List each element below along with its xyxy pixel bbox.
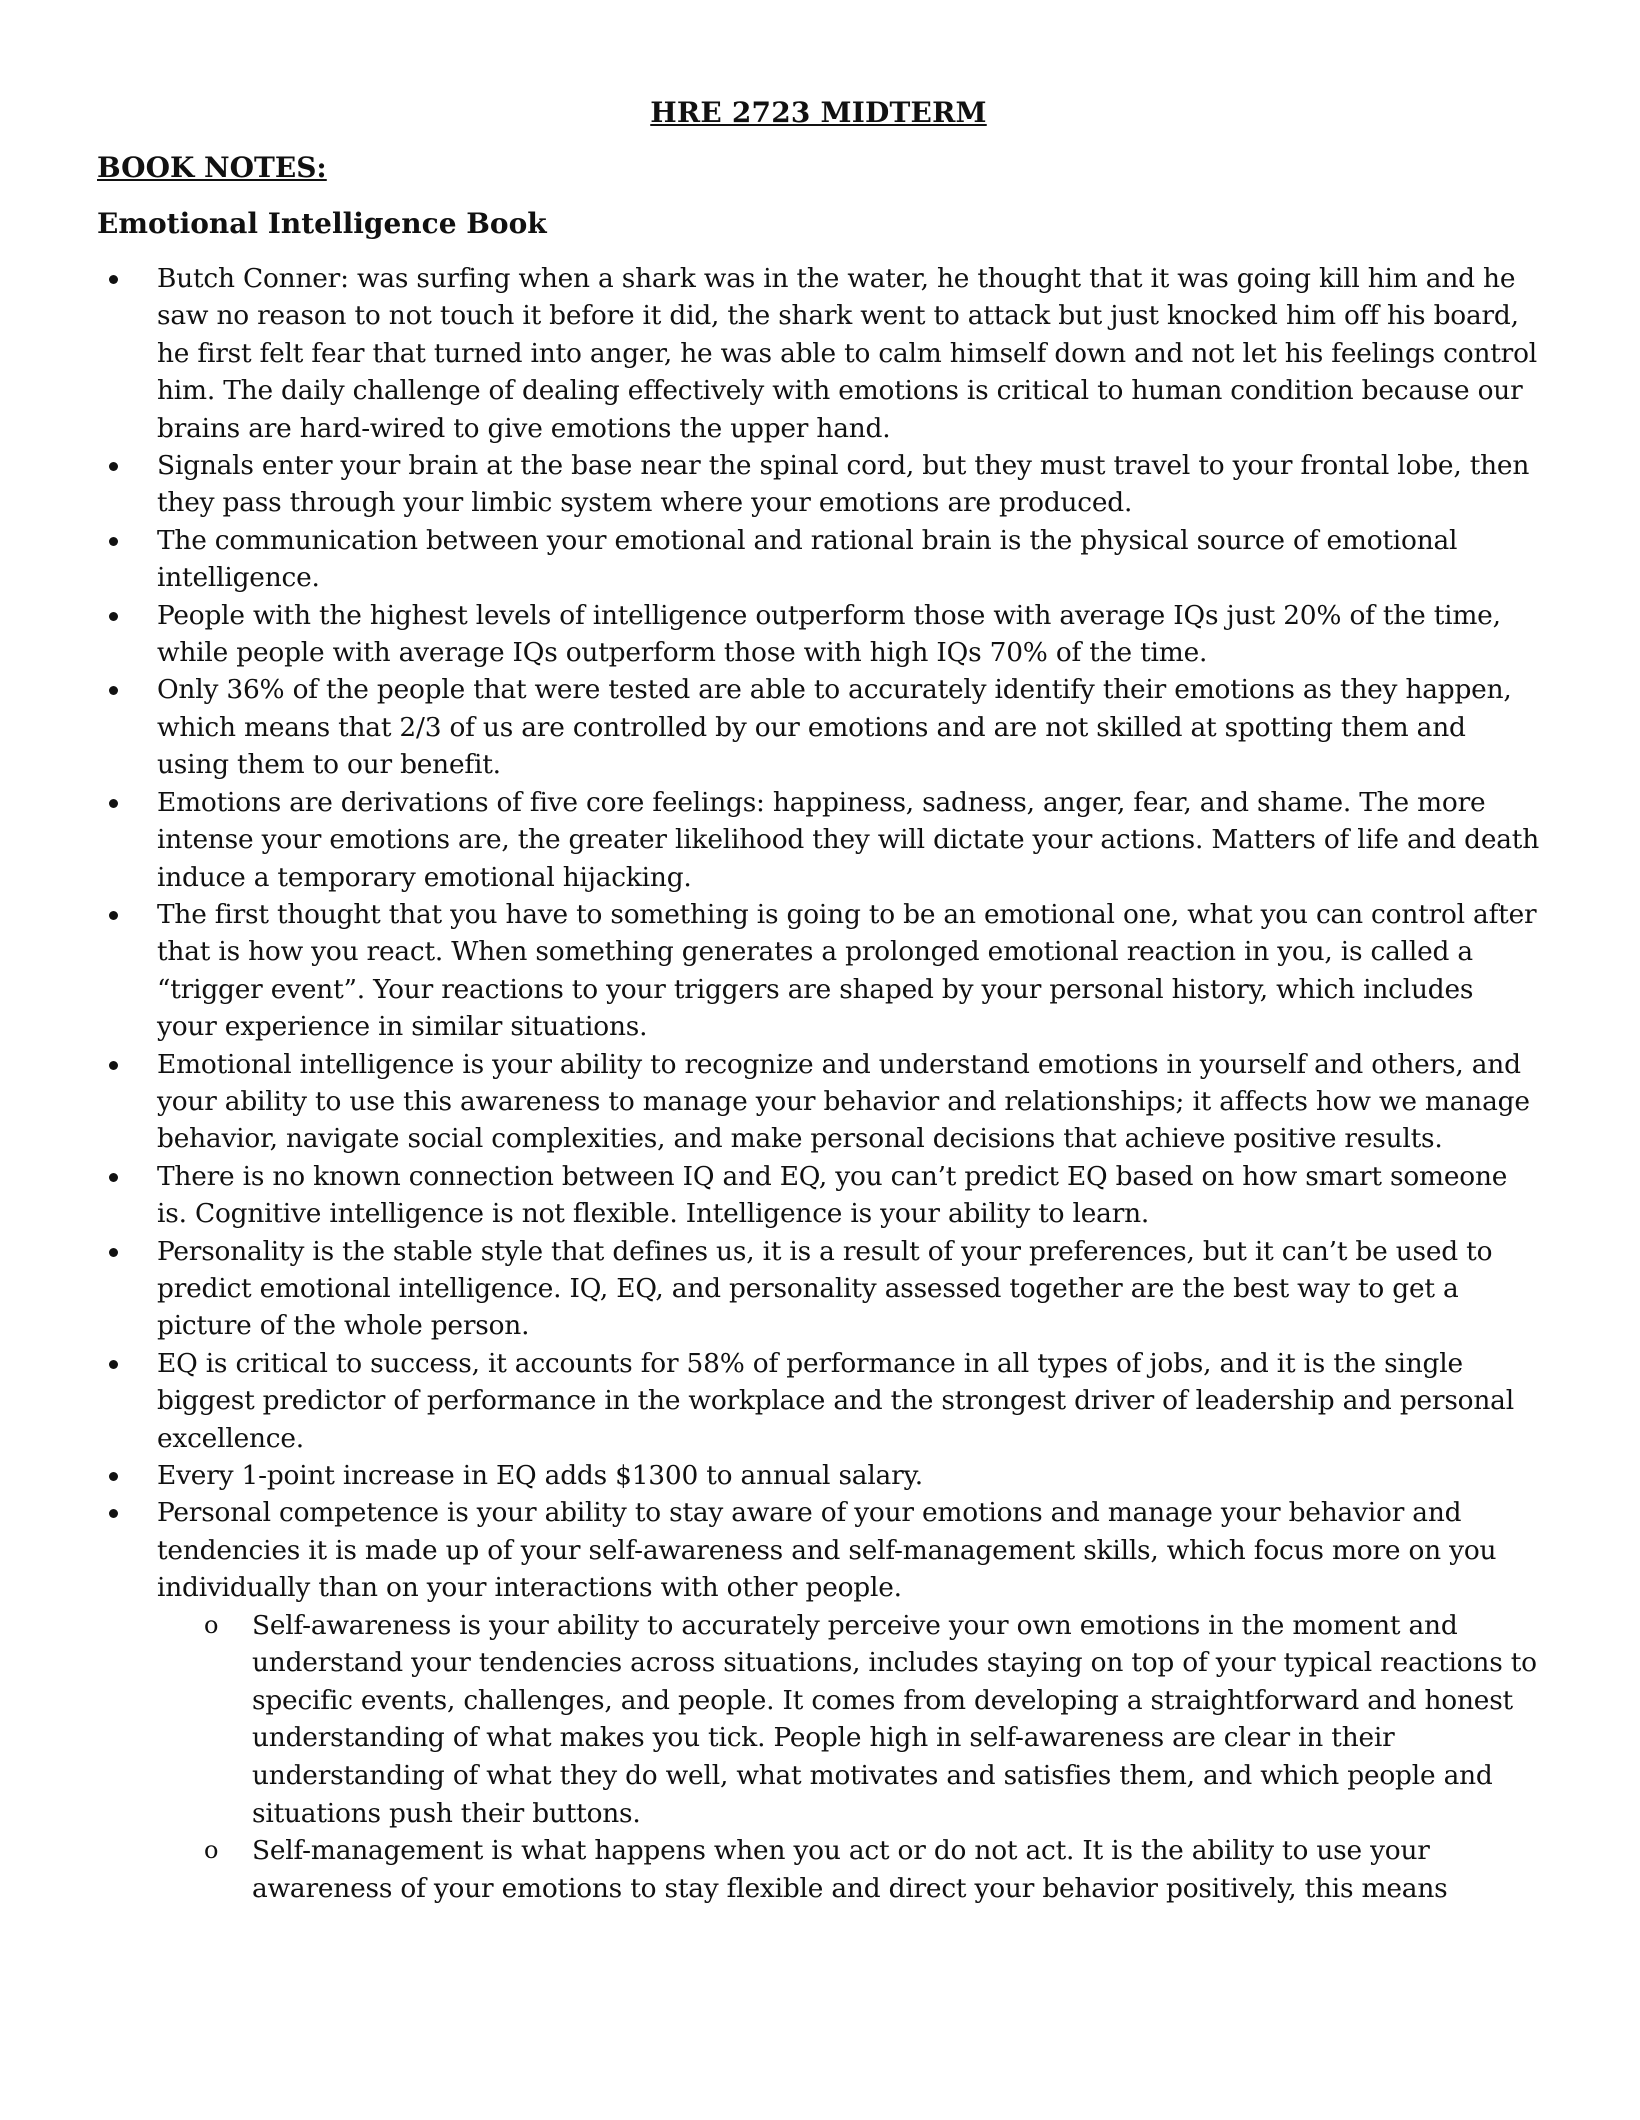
bullet-icon: [109, 537, 118, 546]
list-item-text: Only 36% of the people that were tested are able to accurately identify their emotions as they happen, which means that 2/3 of us are controlled by our emotions and are not skilled at spotting them and using them to our benefit.: [157, 674, 1512, 781]
sub-list-item: [204, 1607, 1540, 1833]
sub-bullet-list: [157, 1607, 1540, 1908]
bullet-icon: [109, 1173, 118, 1182]
bullet-icon: [109, 1061, 118, 1070]
list-item-text: The communication between your emotional and rational brain is the physical source of emotional intelligence.: [157, 524, 1458, 594]
list-item: [97, 260, 1540, 447]
bullet-list: [97, 260, 1540, 1907]
list-item: [97, 1158, 1540, 1233]
list-item: [97, 1494, 1540, 1907]
list-item-text: Every 1-point increase in EQ adds $1300 to annual salary.: [157, 1460, 923, 1491]
list-item: [97, 522, 1540, 597]
bullet-icon: [109, 462, 118, 471]
list-item-text: EQ is critical to success, it accounts for 58% of performance in all types of jobs, and it is the single biggest predictor of performance in the workplace and the strongest driver of leadership and personal excellence.: [157, 1347, 1514, 1454]
list-item-text: Signals enter your brain at the base near the spinal cord, but they must travel to your frontal lobe, then they pass through your limbic system where your emotions are produced.: [157, 450, 1530, 519]
list-item-text: Personal competence is your ability to stay aware of your emotions and manage your behavior and tendencies it is made up of your self-awareness and self-management skills, which focus more on you individually than on your interactions with other people.: [157, 1497, 1497, 1604]
list-item-text: The first thought that you have to something is going to be an emotional one, what you can control after that is how you react. When something generates a prolonged emotional reaction in you, is called a “trigger event”. Your reactions to your triggers are shaped by your personal history, which includes your experience in similar situations.: [157, 898, 1537, 1043]
bullet-icon: [109, 799, 118, 808]
list-item: [97, 1345, 1540, 1457]
list-item: [97, 597, 1540, 672]
list-item-text: Emotions are derivations of five core feelings: happiness, sadness, anger, fear, and shame. The more intense your emotions are, the greater likelihood they will dictate your actions. Matters of life and death induce a temporary emotional hijacking.: [157, 786, 1540, 893]
list-item: [97, 1457, 1540, 1494]
sub-heading: Emotional Intelligence Book: [97, 207, 547, 240]
bullet-icon: [109, 1248, 118, 1257]
bullet-icon: [109, 612, 118, 621]
list-item: [97, 1046, 1540, 1158]
section-heading: BOOK NOTES:: [97, 151, 327, 184]
list-item-text: Butch Conner: was surfing when a shark was in the water, he thought that it was going kill him and he saw no reason to not touch it before it did, the shark went to attack but just knocked him off his board, he first felt fear that turned into anger, he was able to calm himself down and not let his feelings control him. The daily challenge of dealing effectively with emotions is critical to human condition because our brains are hard-wired to give emotions the upper hand.: [157, 263, 1538, 444]
bullet-icon: [109, 1472, 118, 1481]
list-item-text: Personality is the stable style that defines us, it is a result of your preferences, but it can’t be used to predict emotional intelligence. IQ, EQ, and personality assessed together are the best way to get a picture of the whole person.: [157, 1235, 1493, 1342]
sub-list-item-text: Self-awareness is your ability to accurately perceive your own emotions in the moment and understand your tendencies across situations, includes staying on top of your typical reactions to specific events, challenges, and people. It comes from developing a straightforward and honest understanding of what makes you tick. People high in self-awareness are clear in their understanding of what they do well, what motivates and satisfies them, and which people and situations push their buttons.: [252, 1609, 1537, 1829]
sub-bullet-icon: o: [204, 1836, 219, 1865]
list-item-text: People with the highest levels of intelligence outperform those with average IQs just 20% of the time, while people with average IQs outperform those with high IQs 70% of the time.: [157, 599, 1501, 669]
sub-list-item: [204, 1832, 1540, 1907]
list-item: [97, 1233, 1540, 1345]
list-item-text: Emotional intelligence is your ability to recognize and understand emotions in yourself and others, and your ability to use this awareness to manage your behavior and relationships; it affects how we manage behavior, navigate social complexities, and make personal decisions that achieve positive results.: [157, 1048, 1530, 1155]
sub-list-item-text: Self-management is what happens when you act or do not act. It is the ability to use your awareness of your emotions to stay flexible and direct your behavior positively, this means: [252, 1835, 1448, 1904]
bullet-icon: [109, 275, 118, 284]
sub-bullet-icon: o: [204, 1610, 219, 1639]
list-item: [97, 671, 1540, 783]
document-title: HRE 2723 MIDTERM: [650, 96, 987, 129]
list-item: [97, 447, 1540, 522]
bullet-icon: [109, 911, 118, 920]
bullet-icon: [109, 1360, 118, 1369]
list-item: [97, 784, 1540, 896]
list-item: [97, 896, 1540, 1046]
bullet-icon: [109, 1509, 118, 1518]
list-item-text: There is no known connection between IQ and EQ, you can’t predict EQ based on how smart someone is. Cognitive intelligence is not flexible. Intelligence is your ability to learn.: [157, 1160, 1508, 1230]
bullet-icon: [109, 686, 118, 695]
